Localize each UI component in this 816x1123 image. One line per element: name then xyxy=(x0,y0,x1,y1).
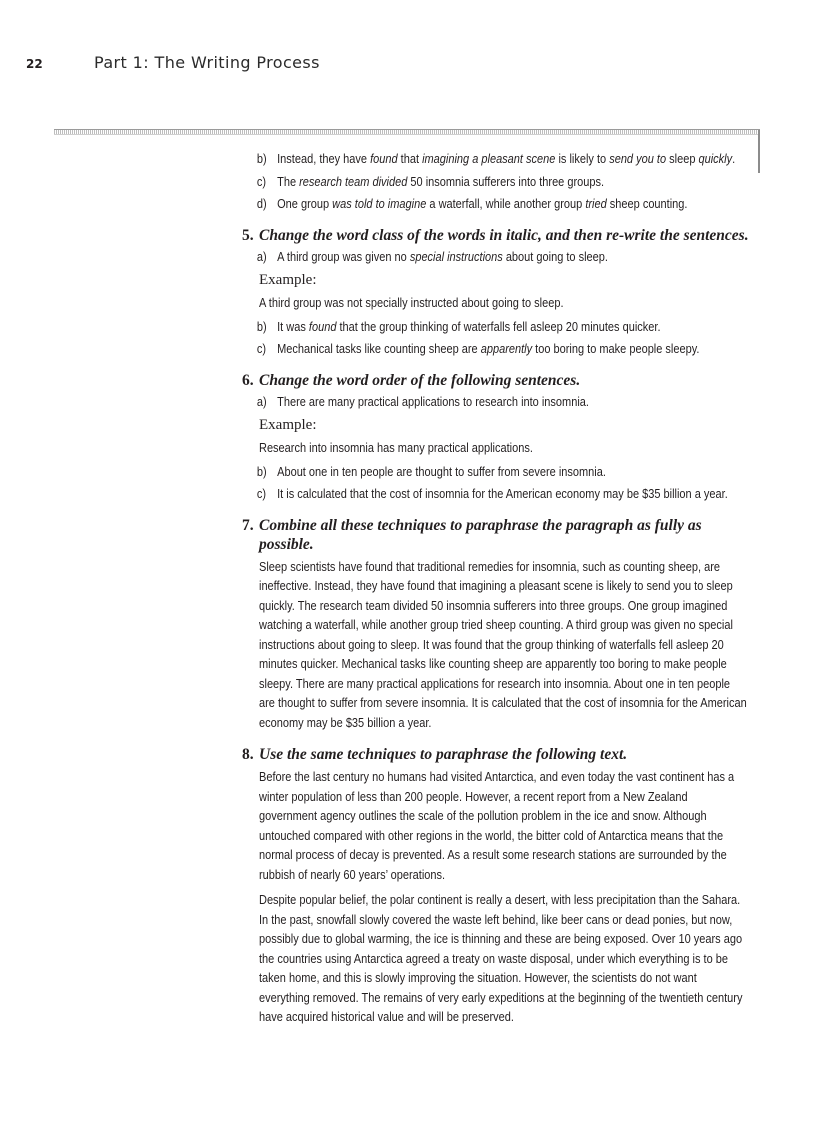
text-run: sheep counting. xyxy=(606,197,688,211)
sub-item-label: a) xyxy=(256,249,267,264)
text-run: too boring to make people sleepy. xyxy=(532,342,700,356)
sub-item-label: b) xyxy=(256,319,267,334)
sub-item xyxy=(234,464,788,482)
italic-phrase: research team divided xyxy=(299,174,408,189)
question-text: Change the word order of the following sentences. xyxy=(259,371,581,389)
question-text: Change the word class of the words in italic, and then re-write the sentences. xyxy=(259,226,749,244)
text-run: about going to sleep. xyxy=(502,249,608,264)
question-heading xyxy=(234,745,754,764)
text-run: There are many practical applications to research into insomnia. xyxy=(277,394,589,409)
text-run: Mechanical tasks like counting sheep are xyxy=(277,342,481,356)
italic-phrase: tried xyxy=(585,197,607,211)
question-heading xyxy=(234,226,754,245)
sub-item-label: c) xyxy=(256,487,267,501)
sub-item-label: c) xyxy=(256,174,267,189)
italic-phrase: send you to xyxy=(609,152,667,166)
example-answer: A third group was not specially instructed about going to sleep. xyxy=(259,296,564,310)
sub-item xyxy=(234,174,788,192)
header-rule xyxy=(54,129,760,135)
page-number: 22 xyxy=(26,57,43,71)
paragraph: Despite popular belief, the polar continent is really a desert, with less precipitation than the Sahara. In the past, snowfall slowly covered the waste left behind, like beer cans or dead ponies, but now, possibly due to global warming, the ice is thinning and these are being exposed. Over 10 years ago the countries using Antarctica agreed a treaty on waste disposal, under which everything is to be taken home, and this is slowly improving the situation. However, the scientists do not want everything removed. The remains of very early expeditions at the beginning of the twentieth century have acquired historical value and will be preserved. xyxy=(259,893,743,1024)
exercise-content xyxy=(234,151,754,1034)
italic-phrase: found xyxy=(308,319,337,334)
text-run: 50 insomnia sufferers into three groups. xyxy=(407,174,605,189)
sub-item-label: c) xyxy=(256,342,267,356)
question-number: 5. xyxy=(242,226,254,244)
example-label: Example: xyxy=(259,417,317,433)
text-run: is likely to xyxy=(555,152,610,166)
question-heading xyxy=(234,516,754,554)
sub-item-label: b) xyxy=(256,464,267,479)
example-label: Example: xyxy=(259,272,317,288)
text-run: sleep xyxy=(666,152,699,166)
paragraph: Before the last century no humans had visited Antarctica, and even today the vast continent has a winter population of less than 200 people. However, a recent report from a New Zealand government agency outlines the scale of the pollution problem in the ice and snow. Although untouched compared with other regions in the world, the bitter cold of Antarctica means that the normal process of decay is prevented. As a result some research stations are surrounded by the rubbish of nearly 60 years’ operations. xyxy=(259,770,735,882)
question-text: Combine all these techniques to paraphrase the paragraph as fully as possible. xyxy=(259,516,702,553)
question-heading xyxy=(234,371,754,390)
question-number: 8. xyxy=(242,746,254,763)
text-run: that xyxy=(397,152,423,166)
sub-item xyxy=(234,486,788,504)
sub-item-label: b) xyxy=(256,152,267,166)
sub-item-label: a) xyxy=(256,394,267,409)
sub-item xyxy=(234,341,788,359)
italic-phrase: apparently xyxy=(480,342,533,356)
text-run: A third group was given no xyxy=(277,249,410,264)
italic-phrase: special instructions xyxy=(409,249,503,264)
text-run: One group xyxy=(277,197,333,211)
sub-item xyxy=(234,249,788,267)
text-run: a waterfall, while another group xyxy=(426,197,586,211)
italic-phrase: was told to imagine xyxy=(332,197,427,211)
sub-item xyxy=(234,151,788,169)
sub-item xyxy=(234,394,788,412)
text-run: Instead, they have xyxy=(277,152,371,166)
part-title: Part 1: The Writing Process xyxy=(94,53,320,72)
running-header xyxy=(26,53,320,72)
text-run: that the group thinking of waterfalls fell asleep 20 minutes quicker. xyxy=(336,319,661,334)
sub-item-label: d) xyxy=(256,197,267,211)
text-run: The xyxy=(277,174,300,189)
italic-phrase: found xyxy=(370,152,398,166)
question-number: 6. xyxy=(242,371,254,389)
sub-item xyxy=(234,196,788,214)
question-number: 7. xyxy=(242,516,254,534)
paragraph: Sleep scientists have found that traditional remedies for insomnia, such as counting sheep, are ineffective. Instead, they have found that imagining a pleasant scene is likely to send you to sleep quickly. The research team divided 50 insomnia sufferers into three groups. One group imagined watching a waterfall, while another group tried sheep counting. A third group was given no special instructions about going to sleep. It was found that the group thinking of waterfalls fell asleep 20 minutes quicker. Mechanical tasks like counting sheep are apparently too boring to make people sleepy. There are many practical applications for research into insomnia. About one in ten people are thought to suffer from severe insomnia. It is calculated that the cost of insomnia for the American economy may be $35 billion a year. xyxy=(259,559,747,730)
text-run: It is calculated that the cost of insomnia for the American economy may be $35 billion a year. xyxy=(277,487,728,501)
example-answer: Research into insomnia has many practical applications. xyxy=(259,441,533,455)
italic-phrase: imagining a pleasant scene xyxy=(422,152,556,166)
question-text: Use the same techniques to paraphrase the following text. xyxy=(259,746,628,763)
text-run: . xyxy=(732,152,736,166)
sub-item xyxy=(234,319,788,337)
italic-phrase: quickly xyxy=(698,152,733,166)
text-run: It was xyxy=(277,319,309,334)
text-run: About one in ten people are thought to suffer from severe insomnia. xyxy=(277,464,606,479)
